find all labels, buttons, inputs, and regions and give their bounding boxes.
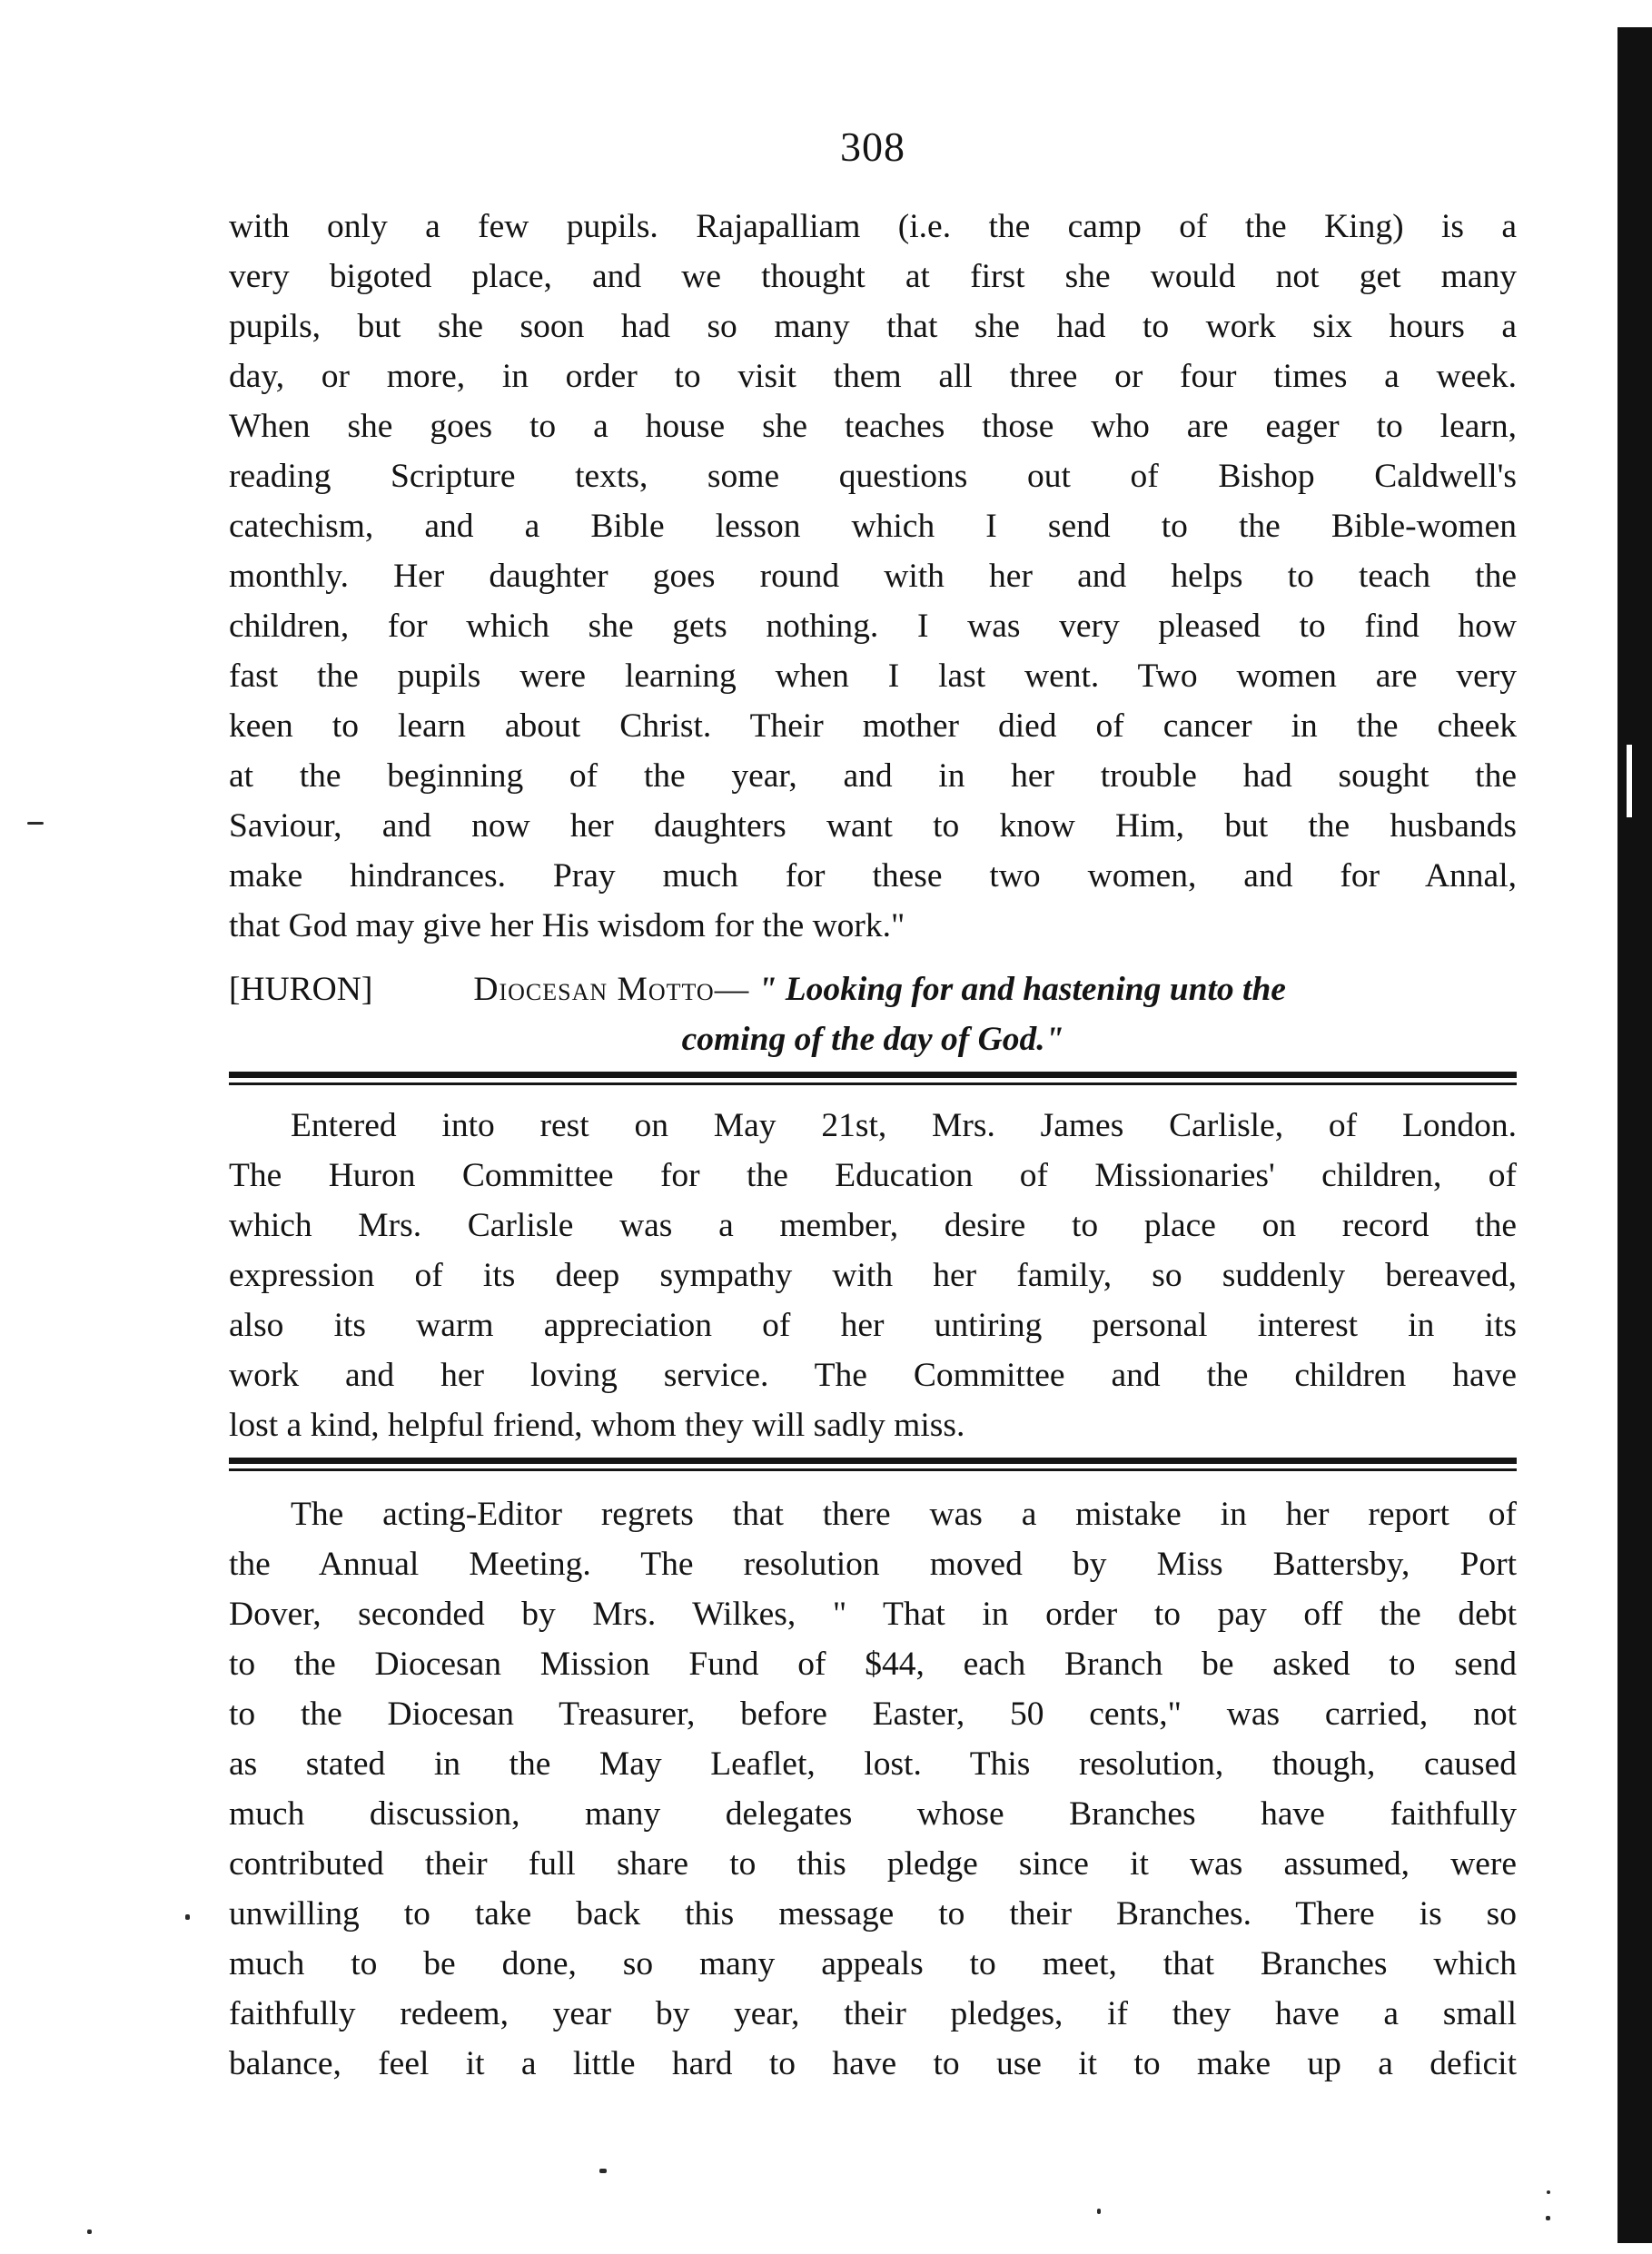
text-line: children, for which she gets nothing. I was very pleased to find how [229,608,1517,645]
scan-edge-gap [1627,745,1632,817]
text-line: Dover, seconded by Mrs. Wilkes, " That in order to pay off the debt [229,1596,1517,1633]
motto-text-continued: coming of the day of God." [681,1021,1064,1058]
section-rule [229,1468,1517,1471]
motto-label: Diocesan Motto— [473,971,750,1008]
text-line: keen to learn about Christ. Their mother died of cancer in the cheek [229,707,1517,745]
text-line: much to be done, so many appeals to meet, that Branches which [229,1945,1517,1982]
text-line: which Mrs. Carlisle was a member, desire to place on record the [229,1207,1517,1244]
section-rule [229,1458,1517,1464]
section-rule [229,1083,1517,1085]
scan-speck [27,822,44,825]
text-line: fast the pupils were learning when I last went. Two women are very [229,657,1517,695]
scan-speck [185,1914,190,1920]
diocese-name: [HURON] [229,971,373,1008]
text-line: monthly. Her daughter goes round with her and helps to teach the [229,558,1517,595]
text-line: The Huron Committee for the Education of Missionaries' children, of [229,1157,1517,1194]
text-line: to the Diocesan Mission Fund of $44, each Branch be asked to send [229,1646,1517,1683]
text-line: Entered into rest on May 21st, Mrs. James Carlisle, of London. [291,1107,1517,1144]
scan-speck [1547,2190,1550,2194]
text-line: When she goes to a house she teaches those who are eager to learn, [229,408,1517,445]
text-line: to the Diocesan Treasurer, before Easter, 50 cents," was carried, not [229,1695,1517,1733]
text-line: the Annual Meeting. The resolution moved by Miss Battersby, Port [229,1546,1517,1583]
text-line: Saviour, and now her daughters want to know Him, but the husbands [229,807,1517,845]
text-line: catechism, and a Bible lesson which I send to the Bible-women [229,508,1517,545]
text-line: contributed their full share to this pledge since it was assumed, were [229,1845,1517,1883]
text-line: lost a kind, helpful friend, whom they will sadly miss. [229,1407,965,1444]
text-line: faithfully redeem, year by year, their pledges, if they have a small [229,1995,1517,2032]
diocesan-motto [229,964,1517,1014]
text-line: pupils, but she soon had so many that she had to work six hours a [229,308,1517,345]
scan-speck [1546,2216,1550,2220]
text-line: much discussion, many delegates whose Branches have faithfully [229,1795,1517,1833]
text-line: that God may give her His wisdom for the work." [229,907,905,944]
text-line: with only a few pupils. Rajapalliam (i.e. the camp of the King) is a [229,208,1517,245]
text-line: day, or more, in order to visit them all three or four times a week. [229,358,1517,395]
text-line: unwilling to take back this message to their Branches. There is so [229,1895,1517,1933]
scan-speck [1097,2209,1101,2214]
text-line: make hindrances. Pray much for these two women, and for Annal, [229,857,1517,895]
section-rule [229,1072,1517,1078]
text-line: very bigoted place, and we thought at first she would not get many [229,258,1517,295]
text-line: balance, feel it a little hard to have to use it to make up a deficit [229,2045,1517,2082]
motto-text: " Looking for and hastening unto the [757,971,1286,1008]
text-line: work and her loving service. The Committee and the children have [229,1357,1517,1394]
page-number: 308 [840,124,905,170]
text-line: expression of its deep sympathy with her family, so suddenly bereaved, [229,1257,1517,1294]
text-line: reading Scripture texts, some questions out of Bishop Caldwell's [229,458,1517,495]
text-line: at the beginning of the year, and in her trouble had sought the [229,757,1517,795]
scan-speck [599,2169,607,2173]
scan-edge-shadow [1617,27,1652,2243]
text-line: as stated in the May Leaflet, lost. This resolution, though, caused [229,1745,1517,1783]
text-line: The acting-Editor regrets that there was a mistake in her report of [291,1496,1517,1533]
scan-speck [87,2229,92,2234]
text-line: also its warm appreciation of her untiring personal interest in its [229,1307,1517,1344]
